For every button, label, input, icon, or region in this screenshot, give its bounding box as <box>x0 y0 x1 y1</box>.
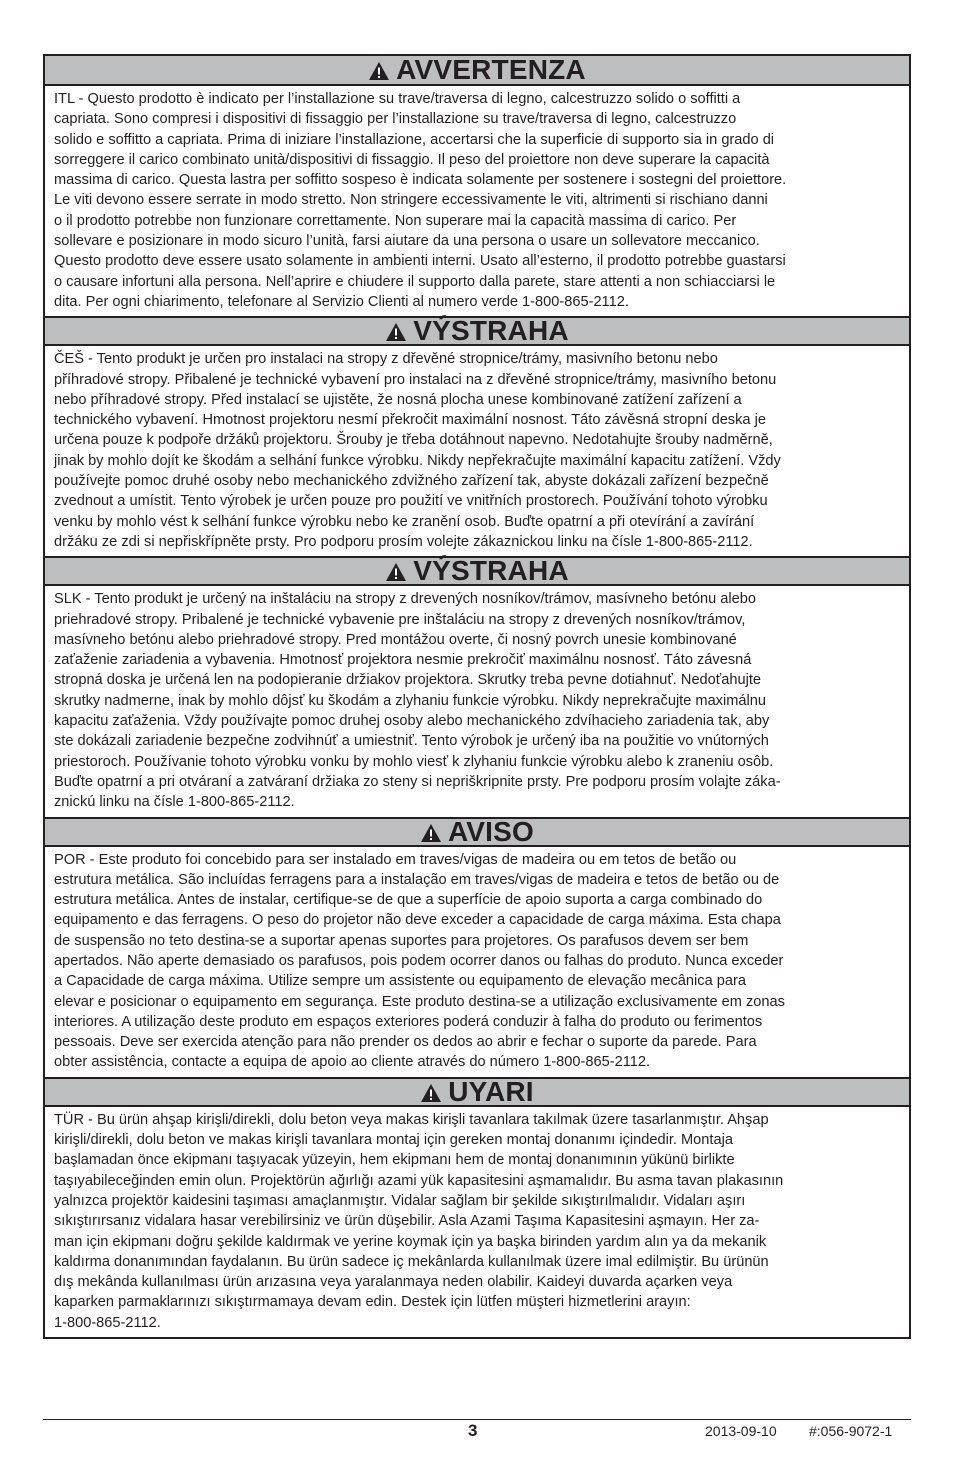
warning-section-por <box>45 817 909 1077</box>
warning-body: ITL - Questo prodotto è indicato per l’installazione su trave/traversa di legno, calcestruzzo solido o soffitti a capriata. Sono compresi i dispositivi di fissaggio per l’installazione su trave/traversa di legno, calcestruzzo solido e soffitto a capriata. Prima di iniziare l’installazione, accertarsi che la superficie di supporto sia in grado di sorreggere il carico combinato unità/dispositivi di fissaggio. Il peso del proiettore non deve superare la capacità massima di carico. Questa lastra per soffitto sospeso è indicata solamente per sostenere i sostegni del proiettore. Le viti devono essere serrate in modo stretto. Non stringere eccessivamente le viti, altrimenti si rischiano danni o il prodotto potrebbe non funzionare correttamente. Non superare mai la capacità massima di carico. Per sollevare e posizionare in modo sicuro l’unità, farsi aiutare da una persona o usare un sollevatore meccanico. Questo prodotto deve essere usato solamente in ambienti interni. Usato all’esterno, il prodotto potrebbe guastarsi o causare infortuni alla persona. Nell’aprire e chiudere il supporto dalla parete, stare attenti a non schiacciarsi le dita. Per ogni chiarimento, telefonare al Servizio Clienti al numero verde 1-800-865-2112. <box>54 91 787 310</box>
warning-section-slk <box>45 556 909 816</box>
warning-header <box>45 316 909 346</box>
warning-title: VÝSTRAHA <box>413 315 569 347</box>
page-number: 3 <box>468 1421 478 1440</box>
warnings-table <box>43 54 911 1339</box>
warning-section-tur <box>45 1077 909 1337</box>
warning-body: ČEŠ - Tento produkt je určen pro instalaci na stropy z dřevěné stropnice/trámy, masivního betonu nebo příhradové stropy. Přibalené je technické vybavení pro instalaci na z dřevěné stropnice/trámy, masivního betonu nebo příhradové stropy. Před instalací se ujistěte, že nosná plocha unese kombinované zatížení zařízení a technického vybavení. Hmotnost projektoru nesmí překročit maximální nosnost. Táto závěsná stropní deska je určena pouze k podpoře držáků projektoru. Šrouby je třeba dotáhnout napevno. Nedotahujte šrouby nadměrně, jinak by mohlo dojít ke škodám a selhání funkce výrobku. Nikdy nepřekračujte maximální kapacitu zatížení. Vždy používejte pomoc druhé osoby nebo mechanického zdvižného zařízení tak, abyste dokázali zařízení bezpečně zvednout a umístit. Tento výrobek je určen pouze pro použití ve vnitřních prostorech. Používání tohoto výrobku venku by mohlo vést k selhání funkce výrobku nebo ke zranění osob. Buďte opatrní a při otevírání a zavírání držáku ze zdi si nepřiskřípněte prsty. Pro podporu prosím volejte zákaznickou linku na čísle 1-800-865-2112. <box>54 351 781 550</box>
warning-title: AVISO <box>447 815 535 847</box>
warning-header <box>45 56 909 86</box>
warning-section-ces <box>45 316 909 556</box>
warning-triangle-icon <box>385 562 407 582</box>
warning-header <box>45 1077 909 1107</box>
warning-body: TÜR - Bu ürün ahşap kirişli/direkli, dolu beton veya makas kirişli tavanlara takılmak üzere tasarlanmıştır. Ahşap kirişli/direkli, dolu beton ve makas kirişli tavanlara montaj için gereken montaj donanımı içindedir. Montaja başlamadan önce ekipmanı taşıyacak yüzeyin, hem ekipmanı hem de montaj donanımının yükünü birlikte taşıyabileceğinden emin olun. Projektörün ağırlığı azami yük kapasitesini aşmamalıdır. Bu asma tavan plakasının yalnızca projektör kaidesini taşıması amaçlanmıştır. Vidalar sağlam bir şekilde sıkıştırılmalıdır. Vidaları aşırı sıkıştırırsanız vidalara hasar verebilirsiniz ve ürün düşebilir. Asla Azami Taşıma Kapasitesini aşmayın. Her za- man için ekipmanı doğru şekilde kaldırmak ve yerine koymak için ya başka birinden yardım alın ya da mekanik kaldırma donanımından faydalanın. Bu ürün sadece iç mekânlarda kullanılmak üzere imal edilmiştir. Bu ürünün dış mekânda kullanılması ürün arızasına veya yaralanmaya neden olabilir. Kaideyi duvarda açarken veya kaparken parmaklarınızı sıkıştırmamaya devam edin. Destek için lütfen müşteri hizmetlerini arayın: 1-800-865-2112. <box>54 1111 784 1331</box>
warning-header <box>45 556 909 586</box>
document-date: 2013-09-10 <box>705 1423 777 1439</box>
warning-body: POR - Este produto foi concebido para ser instalado em traves/vigas de madeira ou em tetos de betão ou estrutura metálica. São incluídas ferragens para a instalação em traves/vigas de madeira e tetos de betão ou de estrutura metálica. Antes de instalar, certifique-se de que a superfície de apoio suporta a carga combinado do equipamento e das ferragens. O peso do projetor não deve exceder a capacidade de carga máxima. Esta chapa de suspensão no teto destina-se a suportar apenas suportes para projetores. Os parafusos devem ser bem apertados. Não aperte demasiado os parafusos, pois podem ocorrer danos ou falhas do produto. Nunca exceder a Capacidade de carga máxima. Utilize sempre um assistente ou equipamento de elevação mecânica para elevar e posicionar o equipamento em segurança. Este produto destina-se a utilização exclusivamente em zonas interiores. A utilização deste produto em espaços exteriores poderá conduzir à falha do produto ou ferimentos pessoais. Deve ser exercida atenção para não prender os dedos ao abrir e fechar o suporte da parede. Para obter assistência, contacte a equipa de apoio ao cliente através do número 1-800-865-2112. <box>54 851 785 1071</box>
footer-rule <box>43 1419 911 1420</box>
warning-section-itl <box>45 56 909 316</box>
warning-triangle-icon <box>420 823 442 843</box>
warning-triangle-icon <box>385 322 407 342</box>
warning-header <box>45 817 909 847</box>
warning-title: VÝSTRAHA <box>413 555 569 587</box>
warning-triangle-icon <box>368 61 390 81</box>
warning-body: SLK - Tento produkt je určený na inštaláciu na stropy z drevených nosníkov/trámov, masívneho betónu alebo priehradové stropy. Pribalené je technické vybavenie pre inštaláciu na stropy z drevených nosníkov/trámov, masívneho betónu alebo priehradové stropy. Pred montážou overte, či nosný povrch unesie kombinované zaťaženie zariadenia a vybavenia. Hmotnosť projektora nesmie prekročiť maximálnu nosnosť. Táto závesná stropná doska je určená len na podopieranie držiakov projektora. Skrutky treba pevne dotiahnuť. Nedoťahujte skrutky nadmerne, inak by mohlo dôjsť ku škodám a zlyhaniu funkcie výrobku. Nikdy neprekračujte maximálnu kapacitu zaťaženia. Vždy používajte pomoc druhej osoby alebo mechanického zdvíhacieho zariadenia tak, aby ste dokázali zariadenie bezpečne zodvihnúť a umiestniť. Tento výrobok je určený iba na použitie vo vnútorných priestoroch. Používanie tohoto výrobku vonku by mohlo viesť k zlyhaniu funkcie výrobku alebo k zraneniu osôb. Buďte opatrní a pri otváraní a zatváraní držiaka zo steny si nepriškripnite prsty. Pre podporu prosím volajte záka- znickú linku na čísle 1-800-865-2112. <box>54 591 781 811</box>
document-number: #:056-9072-1 <box>809 1423 893 1439</box>
warning-title: UYARI <box>448 1075 534 1107</box>
warning-triangle-icon <box>420 1083 442 1103</box>
warning-title: AVVERTENZA <box>396 54 586 85</box>
